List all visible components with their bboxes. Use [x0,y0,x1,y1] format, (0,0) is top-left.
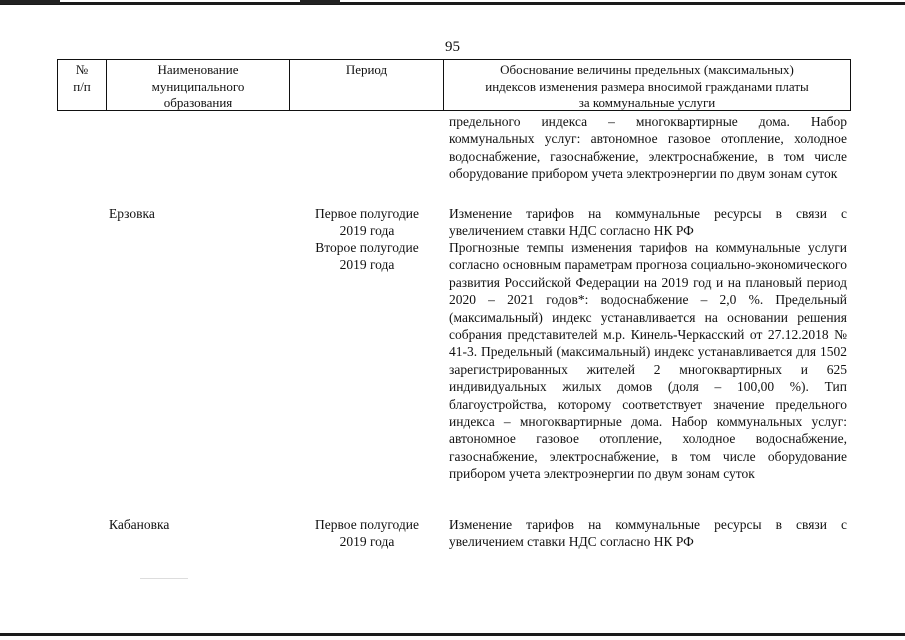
basis-text: Изменение тарифов на коммунальные ресурсы в связи с увеличением ставки НДС согласно НК РФ [449,206,847,239]
basis-text: Прогнозные темпы изменения тарифов на коммунальные услуги согласно основным параметрам прогноза социально-экономического развития Российской Федерации на 2019 год и на плановый период 2020 – 2021 годов*: водоснабжение – 2,0 %. Предельный (максимальный) индекс устанавливается на основании решения собрания представителей м.р. Кинель-Черкасский от 27.12.2018 № 41-3. Предельный (максимальный) индекс устанавливается для 1502 зарегистрированных жителей 2 многоквартирных и 625 индивидуальных жилых домов (доля – 100,00 %). Тип благоустройства, которому соответствует значение предельного индекса – многоквартирные дома. Набор коммунальных услуг: автономное газовое отопление, холодное водоснабжение, газоснабжение, электроснабжение, в том числе оборудование прибором учета электроэнергии по двум зонам суток [449,240,847,482]
scan-top-mark [0,0,60,4]
header-period-text: Период [345,62,388,77]
period-label: Первое полугодие 2019 года [315,517,419,550]
scan-top-border [0,0,905,8]
table-header [57,59,851,111]
scan-top-mark [300,0,340,4]
header-basis [443,60,850,110]
page-number: 95 [445,39,460,55]
scan-bottom-line [0,633,905,636]
scan-artifact [140,578,188,579]
basis-text: Изменение тарифов на коммунальные ресурсы в связи с увеличением ставки НДС согласно НК РФ [449,517,847,550]
header-period [289,60,443,110]
scan-top-line [0,2,905,5]
period-label: Первое полугодие 2019 года [315,206,419,239]
period-label: Второе полугодие 2019 года [315,240,419,273]
header-municipality-text: Наименование муниципального образования [151,62,245,110]
header-basis-text: Обоснование величины предельных (максимальных) индексов изменения размера вносимой гражданами платы за коммунальные услуги [485,62,809,110]
header-number [58,60,106,110]
municipality-name: Ерзовка [109,206,155,221]
continuation-text: предельного индекса – многоквартирные дома. Набор коммунальных услуг: автономное газовое отопление, холодное водоснабжение, газоснабжение, электроснабжение, в том числе оборудование прибором учета электроэнергии по двум зонам суток [449,114,847,182]
municipality-name: Кабановка [109,517,170,532]
header-municipality [106,60,289,110]
header-number-text: № п/п [73,62,91,94]
scan-bottom-border [0,630,905,640]
